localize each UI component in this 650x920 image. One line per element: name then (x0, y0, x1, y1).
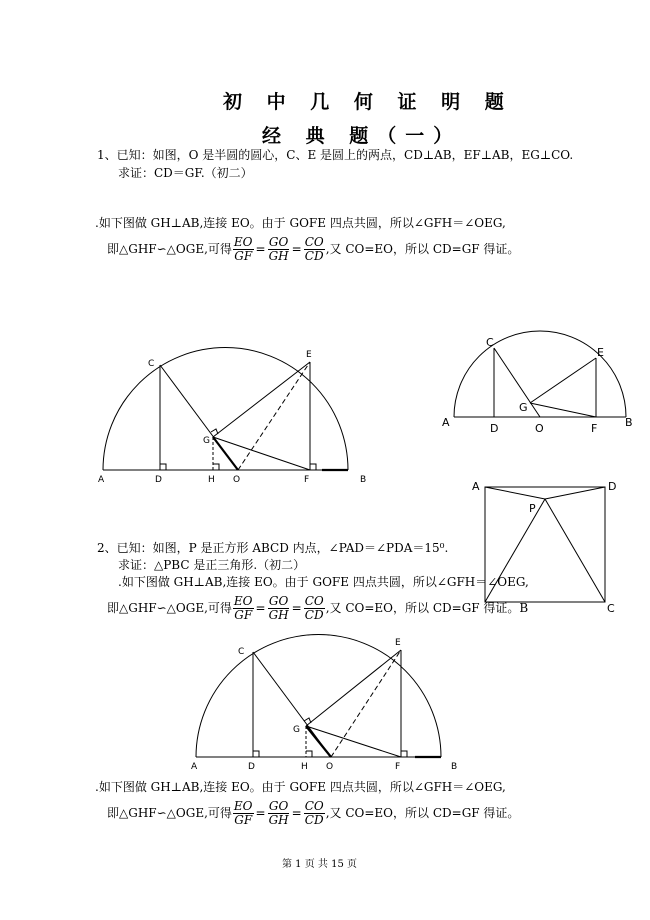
fraction-eo-gf: $\frac{EO}{GF}$ (233, 799, 253, 827)
small-segment-gf (530, 403, 596, 417)
semicircle-figure-small (438, 330, 638, 435)
fraction-co-cd: $\frac{CO}{CD}$ (304, 594, 324, 622)
label-f: F (304, 475, 310, 485)
segment-eg (306, 650, 401, 726)
segment-dp (545, 487, 605, 499)
label-e: E (306, 350, 312, 360)
segment-go-bold (213, 437, 238, 470)
proof1-line2: 即△GHF∽△OGE,可得 $\frac{EO}{GF}$ = $\frac{GO}{GH}$ = $\frac{CO}{CD}$ ,又 CO=EO，所以 CD=GF 得证。 (107, 235, 520, 263)
label-h: H (208, 475, 215, 485)
label-g: G (293, 725, 300, 735)
fraction-go-gh: $\frac{GO}{GH}$ (268, 594, 289, 622)
small-semicircle-arc (454, 331, 626, 417)
small-label-e: E (597, 346, 604, 359)
fraction-eo-gf: $\frac{EO}{GF}$ (233, 235, 253, 263)
proof3-line1: .如下图做 GH⊥AB,连接 EO。由于 GOFE 四点共圆，所以∠GFH＝∠OEG, (95, 780, 506, 794)
segment-pc (545, 499, 605, 602)
semicircle-figure-repeat (183, 632, 473, 777)
semicircle-figure-large (90, 345, 380, 495)
small-label-a: A (442, 416, 450, 429)
problem2-statement: 2、已知：如图，P 是正方形 ABCD 内点，∠PAD＝∠PDA＝15⁰. (97, 541, 449, 555)
small-label-c: C (486, 336, 494, 349)
square-label-a: A (472, 480, 480, 493)
small-label-o: O (535, 422, 544, 435)
right-angle-h (306, 751, 312, 757)
small-label-f: F (591, 422, 598, 435)
proof3-line2: 即△GHF∽△OGE,可得 $\frac{EO}{GF}$ = $\frac{GO}{GH}$ = $\frac{CO}{CD}$ ,又 CO=EO，所以 CD=GF 得证。 (107, 799, 520, 827)
label-f: F (395, 762, 401, 772)
problem2-prove: 求证：△PBC 是正三角形.（初二） (118, 558, 306, 572)
label-b: B (360, 475, 367, 485)
right-angle-h (213, 464, 219, 470)
segment-eo-dashed (238, 362, 310, 470)
small-label-d: D (490, 422, 499, 435)
semicircle-arc (196, 635, 441, 757)
page-title: 初 中 几 何 证 明 题 (223, 91, 513, 113)
right-angle-g (211, 429, 218, 434)
label-h: H (301, 762, 308, 772)
label-d: D (248, 762, 255, 772)
label-o: O (233, 475, 241, 485)
segment-gf (306, 726, 401, 757)
proof-suffix: ,又 CO=EO，所以 CD=GF 得证。 (325, 242, 520, 256)
fraction-co-cd: $\frac{CO}{CD}$ (304, 235, 324, 263)
label-c: C (238, 647, 245, 657)
segment-gf (213, 437, 310, 470)
square-label-p: P (529, 502, 536, 515)
right-angle-f (310, 464, 316, 470)
right-angle-d (253, 751, 259, 757)
problem1-prove: 求证：CD＝GF.（初二） (118, 166, 253, 180)
problem1-statement: 1、已知：如图，O 是半圆的圆心，C、E 是圆上的两点，CD⊥AB，EF⊥AB，EG⊥CO. (97, 148, 574, 162)
label-b: B (451, 762, 458, 772)
fraction-go-gh: $\frac{GO}{GH}$ (268, 235, 289, 263)
label-a: A (98, 475, 105, 485)
label-g: G (203, 436, 210, 446)
fraction-co-cd: $\frac{CO}{CD}$ (304, 799, 324, 827)
label-d: D (155, 475, 162, 485)
small-segment-eg (530, 358, 596, 403)
segment-eg (213, 362, 310, 437)
segment-eo-dashed (331, 650, 401, 757)
label-c: C (148, 359, 155, 369)
small-segment-co (494, 348, 540, 417)
proof1-line1: .如下图做 GH⊥AB,连接 EO。由于 GOFE 四点共圆，所以∠GFH＝∠OEG, (95, 216, 506, 230)
fraction-eo-gf: $\frac{EO}{GF}$ (233, 594, 253, 622)
label-a: A (191, 762, 198, 772)
proof2-line2: 即△GHF∽△OGE,可得 $\frac{EO}{GF}$ = $\frac{GO}{GH}$ = $\frac{CO}{CD}$ ,又 CO=EO，所以 CD=GF 得证。B (107, 594, 529, 622)
small-label-b: B (625, 416, 633, 429)
proof-prefix: 即△GHF∽△OGE,可得 (107, 242, 232, 256)
square-figure (465, 475, 625, 615)
label-o: O (326, 762, 334, 772)
square-label-d: D (608, 480, 617, 493)
fraction-go-gh: $\frac{GO}{GH}$ (268, 799, 289, 827)
segment-ap (485, 487, 545, 499)
page-subtitle: 经 典 题（一） (262, 125, 462, 147)
segment-go-bold (306, 726, 331, 757)
right-angle-f (401, 751, 407, 757)
right-angle-d (160, 464, 166, 470)
proof2-line1: .如下图做 GH⊥AB,连接 EO。由于 GOFE 四点共圆，所以∠GFH＝∠OEG, (118, 575, 529, 589)
semicircle-arc (103, 348, 348, 470)
square-label-c: C (607, 602, 615, 615)
label-e: E (395, 638, 401, 648)
page-footer: 第 1 页 共 15 页 (282, 859, 357, 870)
small-label-g: G (519, 401, 528, 414)
